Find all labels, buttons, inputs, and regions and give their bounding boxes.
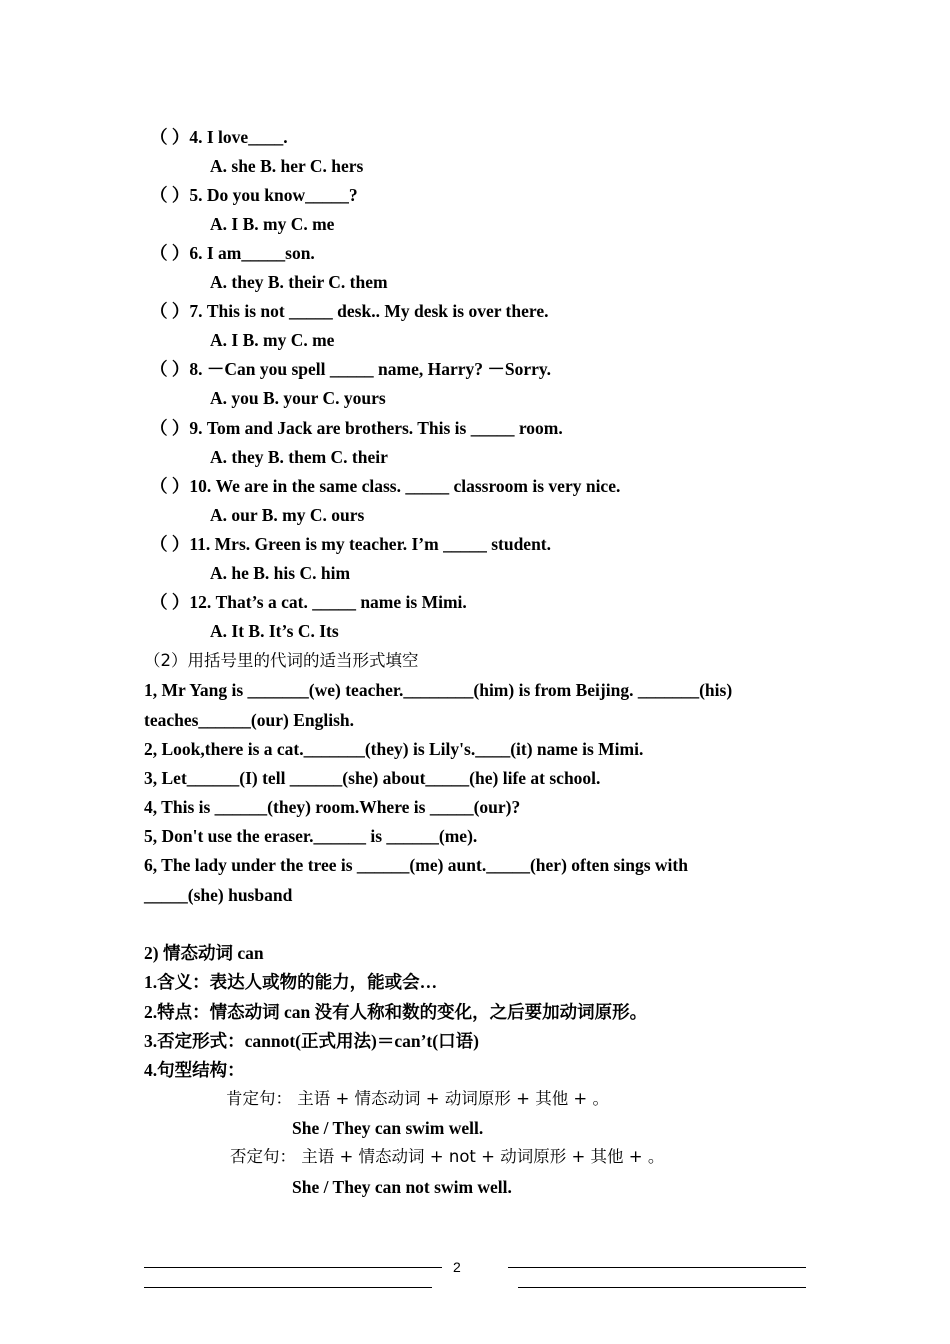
footer-rule-right-bottom bbox=[518, 1287, 806, 1288]
options-9: A. they B. them C. their bbox=[210, 447, 388, 467]
options-8: A. you B. your C. yours bbox=[210, 388, 386, 408]
footer-tick-right bbox=[508, 1267, 518, 1268]
fill-line-6: 5, Don't use the eraser.______ is ______(me). bbox=[144, 826, 478, 846]
question-5: （ ）5. Do you know_____? bbox=[150, 185, 358, 205]
question-9: （ ）9. Tom and Jack are brothers. This is _____ room. bbox=[150, 418, 563, 438]
question-10: （ ）10. We are in the same class. _____ classroom is very nice. bbox=[150, 476, 621, 496]
options-7: A. I B. my C. me bbox=[210, 330, 335, 350]
positive-example: She / They can swim well. bbox=[292, 1118, 484, 1138]
footer-rule-left-top bbox=[144, 1267, 432, 1268]
options-12: A. It B. It’s C. Its bbox=[210, 621, 339, 641]
options-11: A. he B. his C. him bbox=[210, 563, 351, 583]
footer-rule-right-top bbox=[518, 1267, 806, 1268]
question-4: （ ）4. I love____. bbox=[150, 127, 288, 147]
modal-sentence-structure: 4.句型结构： bbox=[144, 1060, 245, 1080]
modal-heading: 2) 情态动词 can bbox=[144, 943, 264, 963]
fill-line-7: 6, The lady under the tree is ______(me) aunt._____(her) often sings with bbox=[144, 855, 688, 875]
negative-structure: 否定句： 主语 + 情态动词 + not + 动词原形 + 其他 + 。 bbox=[230, 1147, 665, 1166]
fill-line-1: 1, Mr Yang is _______(we) teacher.________(him) is from Beijing. _______(his) bbox=[144, 680, 733, 700]
question-6: （ ）6. I am_____son. bbox=[150, 243, 315, 263]
question-8: （ ）8. －Can you spell _____ name, Harry? －Sorry. bbox=[150, 359, 552, 379]
modal-meaning: 1.含义：表达人或物的能力，能或会… bbox=[144, 972, 438, 992]
page-number: 2 bbox=[453, 1259, 461, 1275]
footer-tick-left bbox=[432, 1267, 442, 1268]
fill-line-8: _____(she) husband bbox=[144, 885, 293, 905]
modal-negative-form: 3.否定形式：cannot(正式用法)＝can’t(口语) bbox=[144, 1031, 479, 1051]
section-2-title: （2）用括号里的代词的适当形式填空 bbox=[144, 651, 419, 670]
positive-structure: 肯定句： 主语 + 情态动词 + 动词原形 + 其他 + 。 bbox=[226, 1089, 610, 1108]
modal-feature: 2.特点：情态动词 can 没有人称和数的变化，之后要加动词原形。 bbox=[144, 1002, 648, 1022]
fill-line-4: 3, Let______(I) tell ______(she) about_____(he) life at school. bbox=[144, 768, 601, 788]
question-7: （ ）7. This is not _____ desk.. My desk is over there. bbox=[150, 301, 549, 321]
fill-line-5: 4, This is ______(they) room.Where is _____(our)? bbox=[144, 797, 521, 817]
fill-line-2: teaches______(our) English. bbox=[144, 710, 354, 730]
options-10: A. our B. my C. ours bbox=[210, 505, 365, 525]
footer-rule-left-bottom bbox=[144, 1287, 432, 1288]
question-11: （ ）11. Mrs. Green is my teacher. I’m _____ student. bbox=[150, 534, 552, 554]
options-5: A. I B. my C. me bbox=[210, 214, 335, 234]
fill-line-3: 2, Look,there is a cat._______(they) is Lily's.____(it) name is Mimi. bbox=[144, 739, 644, 759]
question-12: （ ）12. That’s a cat. _____ name is Mimi. bbox=[150, 592, 467, 612]
options-6: A. they B. their C. them bbox=[210, 272, 388, 292]
options-4: A. she B. her C. hers bbox=[210, 156, 364, 176]
negative-example: She / They can not swim well. bbox=[292, 1177, 512, 1197]
